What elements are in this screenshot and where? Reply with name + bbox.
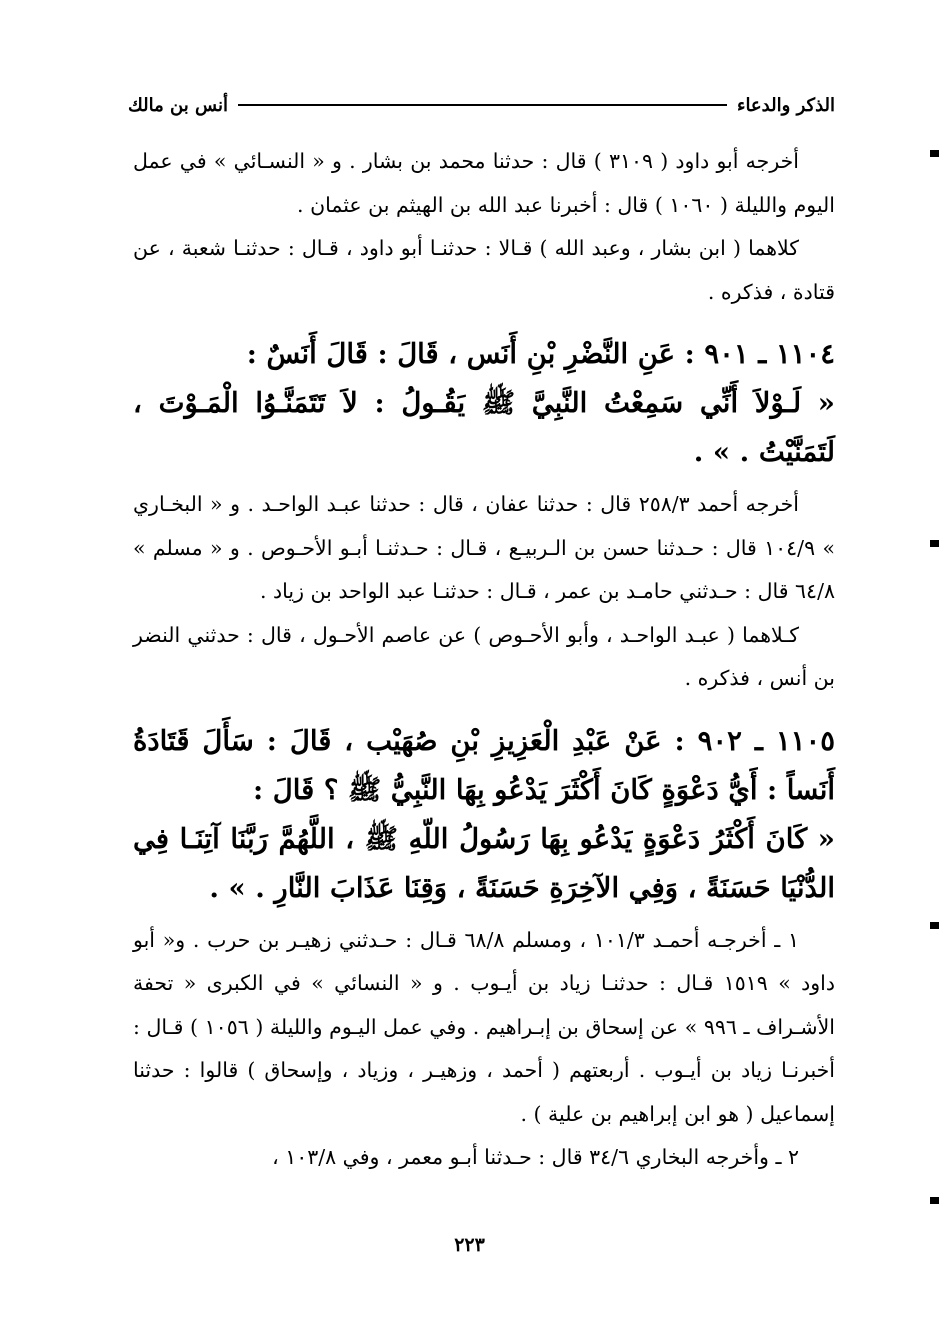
header-rule [238,104,727,106]
margin-mark [930,540,939,547]
header-chapter-title: الذكر والدعاء [736,94,835,116]
hadith-matn: « كَانَ أَكْثَرُ دَعْوَةٍ يَدْعُو بِهَا رَسُولُ اللّهِ ﷺ ، اللَّهُمَّ رَبَّنَا آتِنَـا فِي الدُّنْيَا حَسَنَةً ، وَفِي الآخِرَةِ حَسَنَةً ، وَقِنَا عَذَابَ النَّارِ . » . [133,822,835,904]
hadith-isnad: ١١٠٥ ـ ٩٠٢ : عَنْ عَبْدِ الْعَزِيزِ بْنِ صُهَيْب ، قَالَ : سَأَلَ قَتَادَةُ أَنَساً : أَيُّ دَعْوَةٍ كَانَ أَكْثَرَ يَدْعُو بِهَا النَّبِيُّ ﷺ ؟ قَالَ : [133,724,835,806]
page-number: ٢٢٣ [454,1234,485,1256]
header-section-title: أنس بن مالك [128,94,228,116]
hadith-isnad: ١١٠٤ ـ ٩٠١ : عَنِ النَّضْرِ بْنِ أَنَس ، قَالَ : قَالَ أَنَسٌ : [246,338,835,370]
margin-mark [930,922,939,929]
hadith-matn: « لَـوْلاَ أَنِّي سَمِعْتُ النَّبِيَّ ﷺ يَقُـولُ : لاَ تَتَمَنَّـوُا الْمَـوْتَ ، لَتَمَنَّيْتُ . » . [133,387,835,468]
takhrij-paragraph: أخرجه أحمد ٢٥٨/٣ قال : حدثنا عفان ، قال : حدثنا عبـد الواحـد . و « البخـاري » ١٠٤/٩ قال : حـدثنا حسن بن الـربيـع ، قـال : حـدثنـا أبـو الأحـوص . و « مسلم » ٦٤/٨ قال : حـدثني حامـد بن عمر ، قـال : حدثنـا عبد الواحد بن زياد . [133,492,835,603]
margin-mark [930,150,939,157]
takhrij-paragraph: أخرجه أبو داود ( ٣١٠٩ ) قال : حدثنا محمد بن بشار . و « النسـائي » في عمل اليوم والليلة ( ١٠٦٠ ) قال : أخبرنا عبد الله بن الهيثم بن عثمان . [133,149,835,217]
takhrij-note: ١ ـ أخرجـه أحمـد ١٠١/٣ ، ومسلم ٦٨/٨ قـال : حـدثني زهيـر بن حرب . و« أبو داود » ١٥١٩ قـال : حدثنـا زياد بن أيـوب . و « النسائي » في الكبرى « تحفة الأشـراف ـ ٩٩٦ » عن إسحاق بن إبـراهيم . وفي عمل اليـوم والليلة ( ١٠٥٦ ) قـال : أخبرنـا زياد بن أيـوب . أربعتهم ( أحمد ، وزهيـر ، وزياد ، وإسحاق ) قالوا : حدثنا إسماعيل ( هو ابن إبراهيم بن علية ) . [133,927,836,1126]
page-body [133,140,835,1180]
hadith-block [133,717,835,913]
running-header [128,88,835,122]
margin-mark [930,1197,939,1204]
takhrij-note: ٢ ـ وأخرجه البخاري ٣٤/٦ قال : حـدثنا أبـو معمر ، وفي ١٠٣/٨ ، [272,1145,799,1169]
hadith-block [133,330,835,477]
takhrij-paragraph: كـلاهما ( عبـد الواحـد ، وأبو الأحـوص ) عن عاصم الأحـول ، قال : حدثني النضر بن أنس ، فذكره . [133,622,835,690]
takhrij-paragraph: كلاهما ( ابن بشار ، وعبد الله ) قـالا : حدثنـا أبو داود ، قـال : حدثنـا شعبة ، عن قتادة ، فذكره . [133,236,835,304]
